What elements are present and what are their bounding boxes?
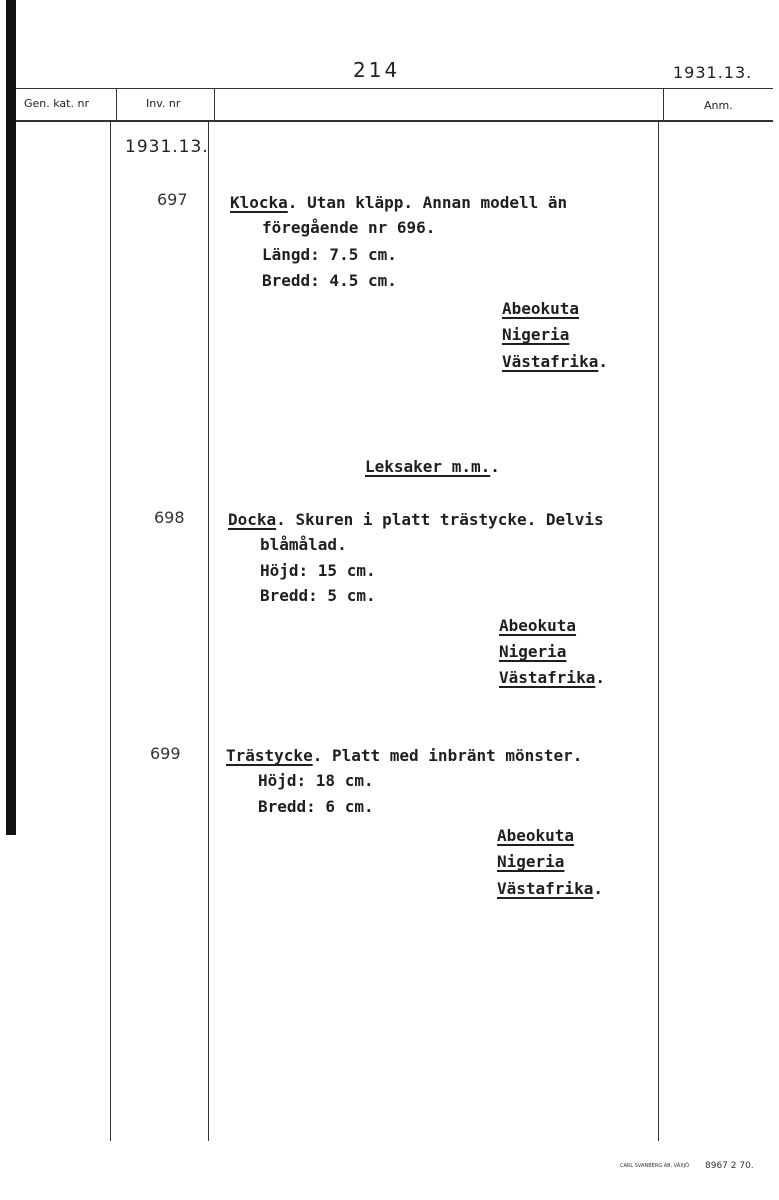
column-header-anm: Anm. — [704, 99, 733, 112]
object-name: Trästycke — [226, 746, 313, 765]
description: . Utan kläpp. Annan modell än — [287, 193, 568, 212]
header-divider-1 — [116, 88, 117, 121]
body-divider-1 — [110, 121, 111, 1141]
location-city: Abeokuta — [502, 299, 580, 318]
location-city: Abeokuta — [499, 616, 577, 635]
section-heading-period: . — [490, 457, 500, 476]
inv-number: 699 — [150, 744, 181, 763]
description-cont: blåmålad. — [260, 535, 347, 554]
section-heading-line — [365, 457, 500, 476]
location-region-period: . — [598, 352, 608, 371]
page-number: 214 — [353, 58, 401, 82]
header-year: 1931.13. — [673, 63, 753, 82]
location-country: Nigeria — [502, 325, 570, 344]
location-country: Nigeria — [499, 642, 567, 661]
entry-line — [226, 746, 582, 765]
object-name: Klocka — [230, 193, 288, 212]
body-divider-3 — [658, 121, 659, 1141]
column-header-inv: Inv. nr — [146, 97, 181, 110]
entry-line — [228, 510, 604, 529]
section-heading: Leksaker m.m. — [365, 457, 491, 476]
dimension: Bredd: 5 cm. — [260, 586, 376, 605]
dimension: Bredd: 4.5 cm. — [262, 271, 397, 290]
dimension: Höjd: 18 cm. — [258, 771, 374, 790]
location-region: Västafrika — [497, 879, 594, 898]
location-region: Västafrika — [499, 668, 596, 687]
header-divider-2 — [214, 88, 215, 121]
binding-edge — [6, 0, 16, 835]
inv-number: 698 — [154, 508, 185, 527]
header-divider-3 — [663, 88, 664, 121]
header-bottom-rule — [16, 120, 773, 122]
inv-number: 697 — [157, 190, 188, 209]
printer-imprint: CARL SVANBERG AB, VÄXJÖ — [620, 1163, 690, 1169]
description-cont: föregående nr 696. — [262, 218, 436, 237]
description: . Skuren i platt trästycke. Delvis — [276, 510, 604, 529]
dimension: Bredd: 6 cm. — [258, 797, 374, 816]
dimension: Höjd: 15 cm. — [260, 561, 376, 580]
dimension: Längd: 7.5 cm. — [262, 245, 397, 264]
location-region-line — [497, 879, 603, 898]
entry-line — [230, 193, 567, 212]
object-name: Docka — [228, 510, 277, 529]
location-region-period: . — [593, 879, 603, 898]
form-number: 8967 2 70. — [705, 1161, 754, 1171]
body-divider-2 — [208, 121, 209, 1141]
inv-year: 1931.13. — [125, 137, 209, 157]
location-region-line — [502, 352, 608, 371]
column-header-gen-kat: Gen. kat. nr — [24, 97, 89, 110]
location-region-line — [499, 668, 605, 687]
description: . Platt med inbränt mönster. — [312, 746, 583, 765]
location-region-period: . — [595, 668, 605, 687]
location-region: Västafrika — [502, 352, 599, 371]
header-top-rule — [16, 88, 773, 89]
location-city: Abeokuta — [497, 826, 575, 845]
location-country: Nigeria — [497, 852, 565, 871]
